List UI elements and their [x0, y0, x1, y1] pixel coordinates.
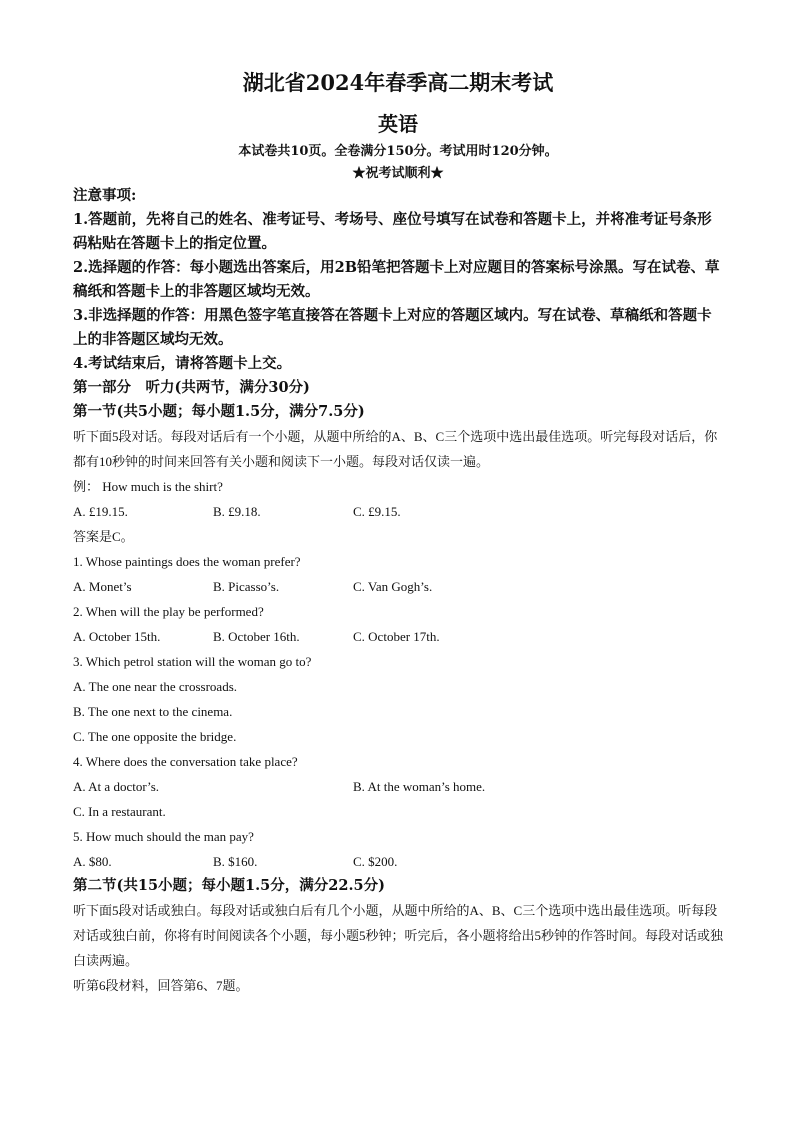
question-1: 1. Whose paintings does the woman prefer?: [73, 554, 301, 569]
exam-info: 本试卷共10页。全卷满分150分。考试用时120分钟。: [238, 144, 558, 159]
q3-option-c: C. The one opposite the bridge.: [73, 729, 237, 744]
notes-item-1: 1.答题前，先将自己的姓名、准考证号、考场号、座位号填写在试卷和答题卡上，并将准考证号条形码粘贴在答题卡上的指定位置。: [73, 211, 712, 252]
part1-heading: 第一部分 听力(共两节，满分30分): [73, 379, 310, 396]
exam-wish: ★祝考试顺利★: [352, 166, 444, 181]
material-6-instruction: 听第6段材料，回答第6、7题。: [73, 978, 249, 993]
q2-option-a: A. October 15th.: [73, 629, 161, 644]
q2-option-b: B. October 16th.: [213, 629, 300, 644]
q2-option-c: C. October 17th.: [353, 629, 440, 644]
example-question: 例： How much is the shirt?: [73, 479, 223, 494]
q1-option-c: C. Van Gogh’s.: [353, 579, 433, 594]
q5-option-c: C. $200.: [353, 854, 398, 869]
exam-subject: 英语: [378, 112, 418, 136]
q3-option-a: A. The one near the crossroads.: [73, 679, 238, 694]
example-option-c: C. £9.15.: [353, 504, 401, 519]
question-3: 3. Which petrol station will the woman go to?: [73, 654, 312, 669]
section2-instructions: 听下面5段对话或独白。每段对话或独白后有几个小题，从题中所给的A、B、C三个选项中选出最佳选项。听每段对话或独白前，你将有时间阅读各个小题，每小题5秒钟；听完后，各小题将给出5秒钟的作答时间。每段对话或独白读两遍。: [73, 903, 724, 968]
q5-option-b: B. $160.: [213, 854, 258, 869]
notes-item-2: 2.选择题的作答：每小题选出答案后，用2B铅笔把答题卡上对应题目的答案标号涂黑。写在试卷、草稿纸和答题卡上的非答题区域均无效。: [73, 259, 720, 300]
example-answer: 答案是C。: [73, 529, 134, 544]
exam-title: 湖北省2024年春季高二期末考试: [242, 70, 554, 95]
q3-option-b: B. The one next to the cinema.: [73, 704, 233, 719]
notes-item-3: 3.非选择题的作答：用黑色签字笔直接答在答题卡上对应的答题区域内。写在试卷、草稿纸和答题卡上的非答题区域均无效。: [73, 307, 712, 348]
question-4-options-ab: [73, 774, 723, 799]
question-5: 5. How much should the man pay?: [73, 829, 254, 844]
example-option-a: A. £19.15.: [73, 504, 128, 519]
q5-option-a: A. $80.: [73, 854, 112, 869]
question-2: 2. When will the play be performed?: [73, 604, 264, 619]
q4-option-b: B. At the woman’s home.: [353, 779, 486, 794]
example-options: [73, 499, 723, 524]
section1-heading: 第一节(共5小题；每小题1.5分，满分7.5分): [73, 403, 365, 420]
q1-option-b: B. Picasso’s.: [213, 579, 280, 594]
question-5-options: [73, 849, 723, 874]
example-option-b: B. £9.18.: [213, 504, 261, 519]
question-1-options: [73, 574, 723, 599]
question-2-options: [73, 624, 723, 649]
notes-item-4: 4.考试结束后，请将答题卡上交。: [73, 355, 292, 372]
exam-page: [73, 68, 723, 998]
q1-option-a: A. Monet’s: [73, 579, 132, 594]
notes-heading: 注意事项:: [73, 187, 137, 204]
question-4: 4. Where does the conversation take place?: [73, 754, 298, 769]
q4-option-c: C. In a restaurant.: [73, 804, 166, 819]
section1-instructions: 听下面5段对话。每段对话后有一个小题，从题中所给的A、B、C三个选项中选出最佳选项。听完每段对话后，你都有10秒钟的时间来回答有关小题和阅读下一小题。每段对话仅读一遍。: [73, 429, 718, 469]
q4-option-a: A. At a doctor’s.: [73, 779, 160, 794]
section2-heading: 第二节(共15小题；每小题1.5分，满分22.5分): [73, 877, 385, 894]
